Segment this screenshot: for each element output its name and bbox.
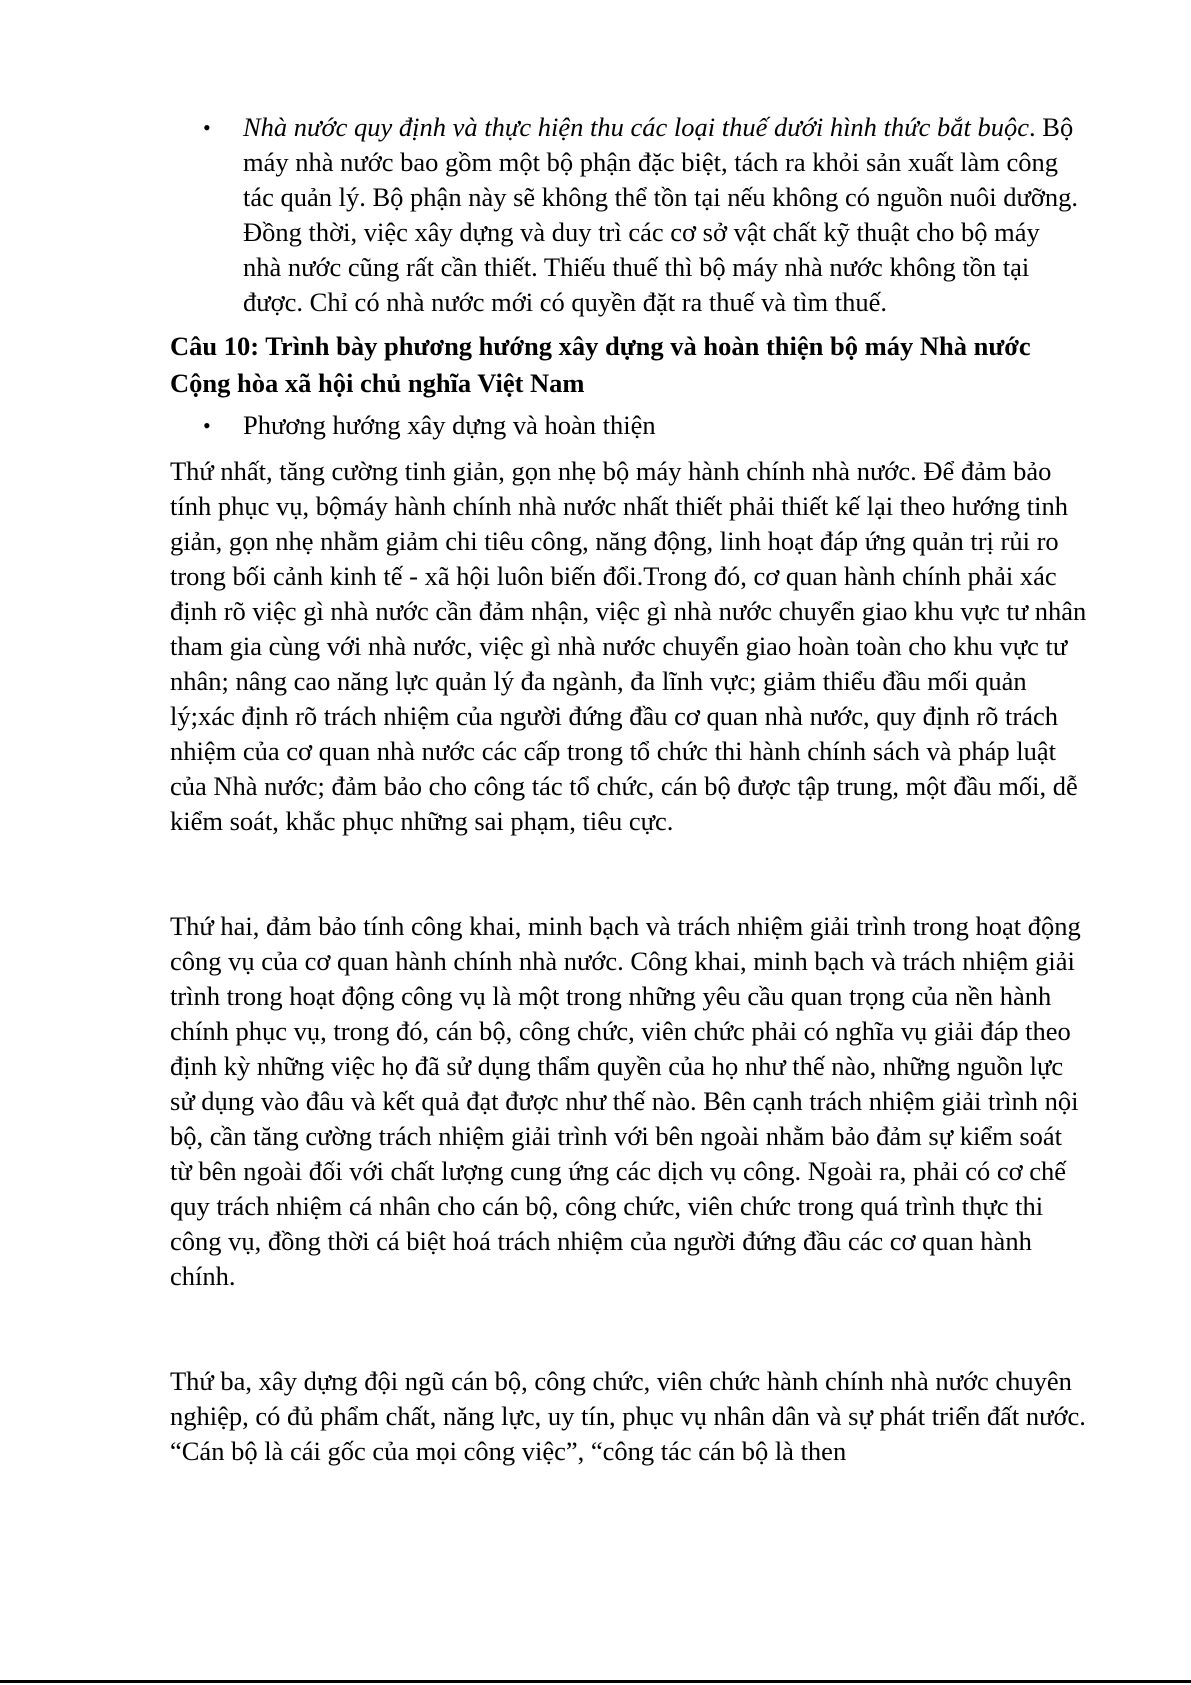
- tax-bullet-text: [243, 110, 1083, 320]
- page-bottom-edge: [0, 1680, 1191, 1683]
- question-10-heading: Câu 10: Trình bày phương hướng xây dựng và hoàn thiện bộ máy Nhà nước Cộng hòa xã hội chủ nghĩa Việt Nam: [170, 331, 1031, 398]
- tax-bullet-rest: . Bộ máy nhà nước bao gồm một bộ phận đặc biệt, tách ra khỏi sản xuất làm công tác quản lý. Bộ phận này sẽ không thể tồn tại nếu không có nguồn nuôi dưỡng. Đồng thời, việc xây dựng và duy trì các cơ sở vật chất kỹ thuật cho bộ máy nhà nước cũng rất cần thiết. Thiếu thuế thì bộ máy nhà nước không tồn tại được. Chỉ có nhà nước mới có quyền đặt ra thuế và tìm thuế.: [243, 112, 1079, 317]
- paragraph-second: Thứ hai, đảm bảo tính công khai, minh bạch và trách nhiệm giải trình trong hoạt động công vụ của cơ quan hành chính nhà nước. Công khai, minh bạch và trách nhiệm giải trình trong hoạt động công vụ là một trong những yêu cầu quan trọng của nền hành chính phục vụ, trong đó, cán bộ, công chức, viên chức phải có nghĩa vụ giải đáp theo định kỳ những việc họ đã sử dụng thẩm quyền của họ như thế nào, những nguồn lực sử dụng vào đâu và kết quả đạt được như thế nào. Bên cạnh trách nhiệm giải trình nội bộ, cần tăng cường trách nhiệm giải trình với bên ngoài nhằm bảo đảm sự kiểm soát từ bên ngoài đối với chất lượng cung ứng các dịch vụ công. Ngoài ra, phải có cơ chế quy trách nhiệm cá nhân cho cán bộ, công chức, viên chức trong quá trình thực thi công vụ, đồng thời cá biệt hoá trách nhiệm của người đứng đầu các cơ quan hành chính.: [170, 911, 1081, 1291]
- paragraph-first: Thứ nhất, tăng cường tinh giản, gọn nhẹ bộ máy hành chính nhà nước. Để đảm bảo tính phục vụ, bộmáy hành chính nhà nước nhất thiết phải thiết kế lại theo hướng tinh giản, gọn nhẹ nhằm giảm chi tiêu công, năng động, linh hoạt đáp ứng quản trị rủi ro trong bối cảnh kinh tế - xã hội luôn biến đổi.Trong đó, cơ quan hành chính phải xác định rõ việc gì nhà nước cần đảm nhận, việc gì nhà nước chuyển giao khu vực tư nhân tham gia cùng với nhà nước, việc gì nhà nước chuyển giao hoàn toàn cho khu vực tư nhân; nâng cao năng lực quản lý đa ngành, đa lĩnh vực; giảm thiểu đầu mối quản lý;xác định rõ trách nhiệm của người đứng đầu cơ quan nhà nước, quy định rõ trách nhiệm của cơ quan nhà nước các cấp trong tổ chức thi hành chính sách và pháp luật của Nhà nước; đảm bảo cho công tác tổ chức, cán bộ được tập trung, một đầu mối, dễ kiểm soát, khắc phục những sai phạm, tiêu cực.: [170, 456, 1087, 836]
- spacer: [170, 1294, 1090, 1364]
- direction-bullet-item: [170, 408, 1090, 443]
- tax-bullet-item: [170, 110, 1090, 320]
- document-body: [170, 110, 1090, 1469]
- bullet-icon: •: [203, 115, 211, 140]
- paragraph-third: Thứ ba, xây dựng đội ngũ cán bộ, công chức, viên chức hành chính nhà nước chuyên nghiệp, có đủ phẩm chất, năng lực, uy tín, phục vụ nhân dân và sự phát triển đất nước. “Cán bộ là cái gốc của mọi công việc”, “công tác cán bộ là then: [170, 1366, 1086, 1466]
- bullet-icon: •: [203, 413, 211, 438]
- spacer: [170, 443, 1090, 454]
- tax-bullet-italic-lead: Nhà nước quy định và thực hiện thu các loại thuế dưới hình thức bắt buộc: [243, 112, 1030, 142]
- spacer: [170, 839, 1090, 909]
- direction-bullet-text: Phương hướng xây dựng và hoàn thiện: [243, 410, 656, 440]
